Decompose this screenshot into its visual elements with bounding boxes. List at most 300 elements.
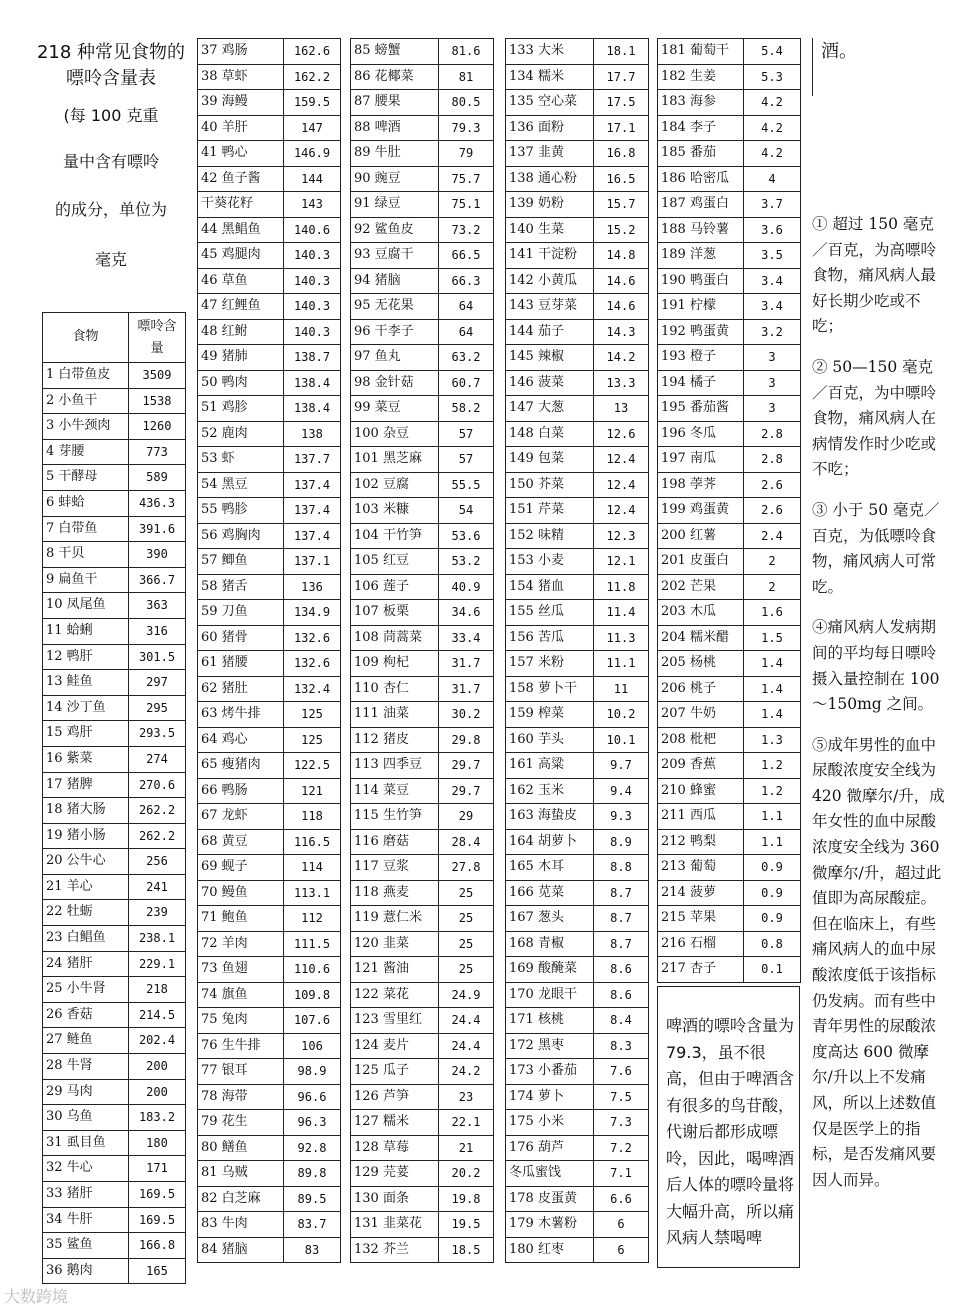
food-name: 76 生牛排 [198,1033,284,1059]
table-row [506,727,649,753]
food-name: 103 米糠 [351,498,439,524]
note-item: ① 超过 150 毫克／百克，为高嘌呤食物，痛风病人最好长期少吃或不吃； [812,215,937,336]
food-name: 146 菠菜 [506,370,594,396]
purine-value: 6.6 [594,1186,649,1212]
purine-value: 9.7 [594,753,649,779]
purine-value: 81.6 [439,39,494,65]
purine-value: 17.7 [594,64,649,90]
table-row [658,294,801,320]
purine-value: 2.6 [744,498,801,524]
food-name: 20 公牛心 [43,849,129,875]
food-name: 194 橘子 [658,370,744,396]
food-name: 44 黑鲳鱼 [198,217,284,243]
food-name: 14 沙丁鱼 [43,695,129,721]
table-row [198,1084,341,1110]
food-name: 100 杂豆 [351,421,439,447]
table-row [351,855,494,881]
table-row [43,1156,186,1182]
note-item: ③ 小于 50 毫克／百克，为低嘌呤食物，痛风病人可常吃。 [812,500,940,596]
food-name: 155 丝瓜 [506,600,594,626]
table-row [43,849,186,875]
purine-value: 29.7 [439,753,494,779]
purine-value: 202.4 [129,1028,186,1054]
purine-value: 75.7 [439,166,494,192]
table-row [351,931,494,957]
purine-value: 166.8 [129,1233,186,1259]
food-name: 195 番茄酱 [658,396,744,422]
purine-value: 180 [129,1130,186,1156]
purine-value: 3.6 [744,217,801,243]
table-row [43,1028,186,1054]
purine-value: 96.6 [284,1084,341,1110]
table-row [658,753,801,779]
table-row [351,1161,494,1187]
table-row [506,1033,649,1059]
purine-value: 24.9 [439,982,494,1008]
purine-value: 19.5 [439,1212,494,1238]
food-name: 17 猪脾 [43,772,129,798]
table-row [506,90,649,116]
purine-value: 140.3 [284,243,341,269]
table-row [658,192,801,218]
purine-value: 60.7 [439,370,494,396]
food-name: 95 无花果 [351,294,439,320]
purine-value: 295 [129,695,186,721]
table-row [658,600,801,626]
table-row [43,1079,186,1105]
subtitle-line: 毫克 [94,250,127,269]
purine-value: 30.2 [439,702,494,728]
table-row [658,319,801,345]
purine-value: 140.3 [284,319,341,345]
table-row [198,804,341,830]
table-row [506,370,649,396]
header-purine: 嘌呤含量 [129,313,186,363]
food-name: 214 菠萝 [658,880,744,906]
table-row [43,490,186,516]
food-name: 168 青椒 [506,931,594,957]
food-name: 90 豌豆 [351,166,439,192]
purine-value: 140.3 [284,294,341,320]
table-row [198,625,341,651]
purine-value: 109.8 [284,982,341,1008]
table-row [43,363,186,389]
table-row [506,217,649,243]
food-name: 89 牛肚 [351,141,439,167]
food-name: 67 龙虾 [198,804,284,830]
table-row [43,951,186,977]
table-row [351,651,494,677]
table-row [506,804,649,830]
note-item: ② 50—150 毫克／百克，为中嘌呤食物，痛风病人在病情发作时少吃或不吃； [812,357,937,479]
food-name: 66 鸭肠 [198,778,284,804]
table-row [198,957,341,983]
table-row [658,268,801,294]
purine-value: 13 [594,396,649,422]
food-name: 140 生菜 [506,217,594,243]
purine-value: 146.9 [284,141,341,167]
table-row [43,618,186,644]
purine-value: 0.1 [744,957,801,983]
purine-value: 96.3 [284,1110,341,1136]
table-row [198,1059,341,1085]
purine-value: 24.4 [439,1008,494,1034]
food-name: 38 草虾 [198,64,284,90]
purine-value: 66.5 [439,243,494,269]
food-name: 171 核桃 [506,1008,594,1034]
food-name: 82 白芝麻 [198,1186,284,1212]
table-row [43,926,186,952]
purine-value: 107.6 [284,1008,341,1034]
purine-value: 238.1 [129,926,186,952]
purine-value: 1.6 [744,600,801,626]
purine-value: 18.1 [594,39,649,65]
food-name: 3 小牛颈肉 [43,414,129,440]
food-name: 93 豆腐干 [351,243,439,269]
table-row [198,192,341,218]
purine-value: 19.8 [439,1186,494,1212]
table-row [198,1135,341,1161]
table-row [351,1237,494,1263]
table-row [43,1233,186,1259]
food-name: 169 酸醃菜 [506,957,594,983]
table-row [351,1033,494,1059]
table-row [351,39,494,65]
food-name: 29 马肉 [43,1079,129,1105]
food-name: 165 木耳 [506,855,594,881]
food-name: 91 绿豆 [351,192,439,218]
purine-value: 5.3 [744,64,801,90]
table-row [506,64,649,90]
food-name: 42 鱼子酱 [198,166,284,192]
purine-value: 11.8 [594,574,649,600]
purine-value: 183.2 [129,1105,186,1131]
purine-value: 25 [439,880,494,906]
purine-value: 214.5 [129,1002,186,1028]
purine-value: 106 [284,1033,341,1059]
food-name: 122 菜花 [351,982,439,1008]
purine-value: 4.2 [744,141,801,167]
purine-value: 218 [129,977,186,1003]
food-name: 160 芋头 [506,727,594,753]
food-name: 25 小牛肾 [43,977,129,1003]
food-name: 175 小米 [506,1110,594,1136]
food-name: 173 小番茄 [506,1059,594,1085]
food-name: 53 虾 [198,447,284,473]
purine-value: 138.7 [284,345,341,371]
table-row [43,516,186,542]
food-name: 164 胡萝卜 [506,829,594,855]
purine-value: 15.2 [594,217,649,243]
table-row [198,1186,341,1212]
food-name: 16 紫菜 [43,746,129,772]
table-row [506,141,649,167]
table-column-3 [350,38,494,1263]
table-row [506,600,649,626]
table-row [351,600,494,626]
food-name: 61 猪腰 [198,651,284,677]
food-name: 148 白菜 [506,421,594,447]
note-item: ④痛风病人发病期间的平均每日嘌呤摄入量控制在 100～150mg 之间。 [812,618,940,714]
purine-value: 12.4 [594,447,649,473]
food-name: 145 辣椒 [506,345,594,371]
table-row [351,574,494,600]
purine-value: 24.4 [439,1033,494,1059]
purine-value: 6 [594,1212,649,1238]
purine-value: 3.5 [744,243,801,269]
purine-value: 3.4 [744,294,801,320]
purine-value: 63.2 [439,345,494,371]
food-name: 6 蚌蛤 [43,490,129,516]
purine-value: 140.6 [284,217,341,243]
table-row [351,906,494,932]
table-row [198,268,341,294]
table-row [198,1008,341,1034]
table-row [658,625,801,651]
table-row [351,1212,494,1238]
table-row [351,727,494,753]
food-name: 60 猪骨 [198,625,284,651]
table-row [658,778,801,804]
table-row [198,319,341,345]
food-name: 34 牛肝 [43,1207,129,1233]
food-name: 94 猪脑 [351,268,439,294]
table-row [506,982,649,1008]
food-name: 217 杏子 [658,957,744,983]
food-name: 4 芽腰 [43,439,129,465]
table-row [351,498,494,524]
table-row [506,243,649,269]
food-name: 51 鸡胗 [198,396,284,422]
table-row [351,421,494,447]
food-name: 198 荸荠 [658,472,744,498]
food-name: 141 干淀粉 [506,243,594,269]
table-row [198,906,341,932]
purine-value: 3 [744,396,801,422]
food-name: 63 烤牛排 [198,702,284,728]
food-name: 200 红薯 [658,523,744,549]
table-row [506,702,649,728]
food-name: 74 旗鱼 [198,982,284,1008]
table-row [658,141,801,167]
table-row [351,217,494,243]
table-row [658,957,801,983]
food-name: 57 鲫鱼 [198,549,284,575]
food-name: 101 黑芝麻 [351,447,439,473]
purine-value: 25 [439,931,494,957]
table-row [351,319,494,345]
table-column-4 [505,38,649,1263]
food-name: 32 牛心 [43,1156,129,1182]
food-name: 73 鱼翅 [198,957,284,983]
purine-value: 98.9 [284,1059,341,1085]
table-row [506,1059,649,1085]
food-name: 77 银耳 [198,1059,284,1085]
purine-value: 390 [129,542,186,568]
table-row [351,370,494,396]
table-row [351,549,494,575]
purine-value: 125 [284,727,341,753]
purine-value: 14.6 [594,294,649,320]
food-name: 170 龙眼干 [506,982,594,1008]
food-name: 187 鸡蛋白 [658,192,744,218]
table-row [658,829,801,855]
purine-value: 9.4 [594,778,649,804]
table-row [658,804,801,830]
purine-value: 3 [744,345,801,371]
food-name: 23 白鲳鱼 [43,926,129,952]
table-row [351,1135,494,1161]
food-name: 210 蜂蜜 [658,778,744,804]
food-name: 183 海参 [658,90,744,116]
table-row [198,1033,341,1059]
table-row [351,192,494,218]
food-name: 62 猪肚 [198,676,284,702]
purine-value: 2.6 [744,472,801,498]
food-name: 40 羊肝 [198,115,284,141]
purine-value: 1538 [129,388,186,414]
food-name: 98 金针菇 [351,370,439,396]
food-name: 203 木瓜 [658,600,744,626]
purine-value: 4.2 [744,115,801,141]
table-row [43,1258,186,1284]
food-name: 192 鸭蛋黄 [658,319,744,345]
purine-value: 136 [284,574,341,600]
food-name: 144 茄子 [506,319,594,345]
purine-value: 21 [439,1135,494,1161]
purine-value: 138 [284,421,341,447]
food-name: 86 花椰菜 [351,64,439,90]
table-row [506,498,649,524]
table-row [351,396,494,422]
food-name: 166 苋菜 [506,880,594,906]
purine-value: 162.2 [284,64,341,90]
food-name: 71 鲍鱼 [198,906,284,932]
table-row [506,829,649,855]
purine-value: 7.5 [594,1084,649,1110]
purine-value: 137.7 [284,447,341,473]
table-row [506,396,649,422]
food-name: 2 小鱼干 [43,388,129,414]
table-row [43,670,186,696]
food-name: 125 瓜子 [351,1059,439,1085]
table-row [351,702,494,728]
subtitle-line: (每 100 克重 [63,106,159,125]
table-row [198,421,341,447]
table-row [43,465,186,491]
table-header [43,313,186,363]
table-row [351,1186,494,1212]
purine-value: 34.6 [439,600,494,626]
purine-value: 8.9 [594,829,649,855]
food-name: 87 腰果 [351,90,439,116]
table-row [506,1084,649,1110]
table-row [198,345,341,371]
food-name: 185 番茄 [658,141,744,167]
purine-value: 118 [284,804,341,830]
food-name: 116 磨菇 [351,829,439,855]
table-row [43,439,186,465]
purine-value: 17.1 [594,115,649,141]
food-name: 107 板栗 [351,600,439,626]
purine-value: 33.4 [439,625,494,651]
table-row [506,931,649,957]
purine-value: 53.6 [439,523,494,549]
purine-value: 6 [594,1237,649,1263]
purine-value: 132.4 [284,676,341,702]
purine-value: 8.7 [594,931,649,957]
food-name: 208 枇杷 [658,727,744,753]
food-name: 39 海鳗 [198,90,284,116]
food-name: 31 虱目鱼 [43,1130,129,1156]
table-row [351,676,494,702]
table-row [658,345,801,371]
food-name: 24 猪肝 [43,951,129,977]
purine-value: 0.9 [744,906,801,932]
table-row [506,1008,649,1034]
food-name: 36 鹅肉 [43,1258,129,1284]
food-name: 151 芹菜 [506,498,594,524]
food-name: 9 扁鱼干 [43,567,129,593]
food-name: 157 米粉 [506,651,594,677]
table-row [506,192,649,218]
table-row [198,64,341,90]
food-name: 121 酱油 [351,957,439,983]
purine-value: 169.5 [129,1207,186,1233]
purine-value: 10.2 [594,702,649,728]
purine-value: 5.4 [744,39,801,65]
table-row [198,727,341,753]
table-row [43,798,186,824]
purine-value: 366.7 [129,567,186,593]
purine-value: 22.1 [439,1110,494,1136]
purine-value: 297 [129,670,186,696]
table-row [198,243,341,269]
purine-value: 4 [744,166,801,192]
food-name: 69 蚬子 [198,855,284,881]
table-row [43,414,186,440]
purine-value: 75.1 [439,192,494,218]
purine-value: 11 [594,676,649,702]
food-name: 56 鸡胸肉 [198,523,284,549]
food-name: 174 萝卜 [506,1084,594,1110]
table-row [506,268,649,294]
purine-value: 274 [129,746,186,772]
notes [812,212,948,1208]
food-name: 58 猪舌 [198,574,284,600]
purine-value: 1.2 [744,778,801,804]
table-row [658,90,801,116]
food-name: 149 包菜 [506,447,594,473]
food-name: 163 海蛰皮 [506,804,594,830]
table-row [43,542,186,568]
food-name: 49 猪肺 [198,345,284,371]
table-row [506,472,649,498]
purine-value: 73.2 [439,217,494,243]
food-name: 135 空心菜 [506,90,594,116]
food-name: 178 皮蛋黄 [506,1186,594,1212]
food-name: 126 芦笋 [351,1084,439,1110]
food-name: 132 芥兰 [351,1237,439,1263]
purine-value: 1.3 [744,727,801,753]
table-row [506,855,649,881]
purine-value: 3.7 [744,192,801,218]
food-name: 8 干贝 [43,542,129,568]
food-name: 118 燕麦 [351,880,439,906]
food-name: 193 橙子 [658,345,744,371]
food-name: 85 螃蟹 [351,39,439,65]
purine-value: 12.4 [594,498,649,524]
